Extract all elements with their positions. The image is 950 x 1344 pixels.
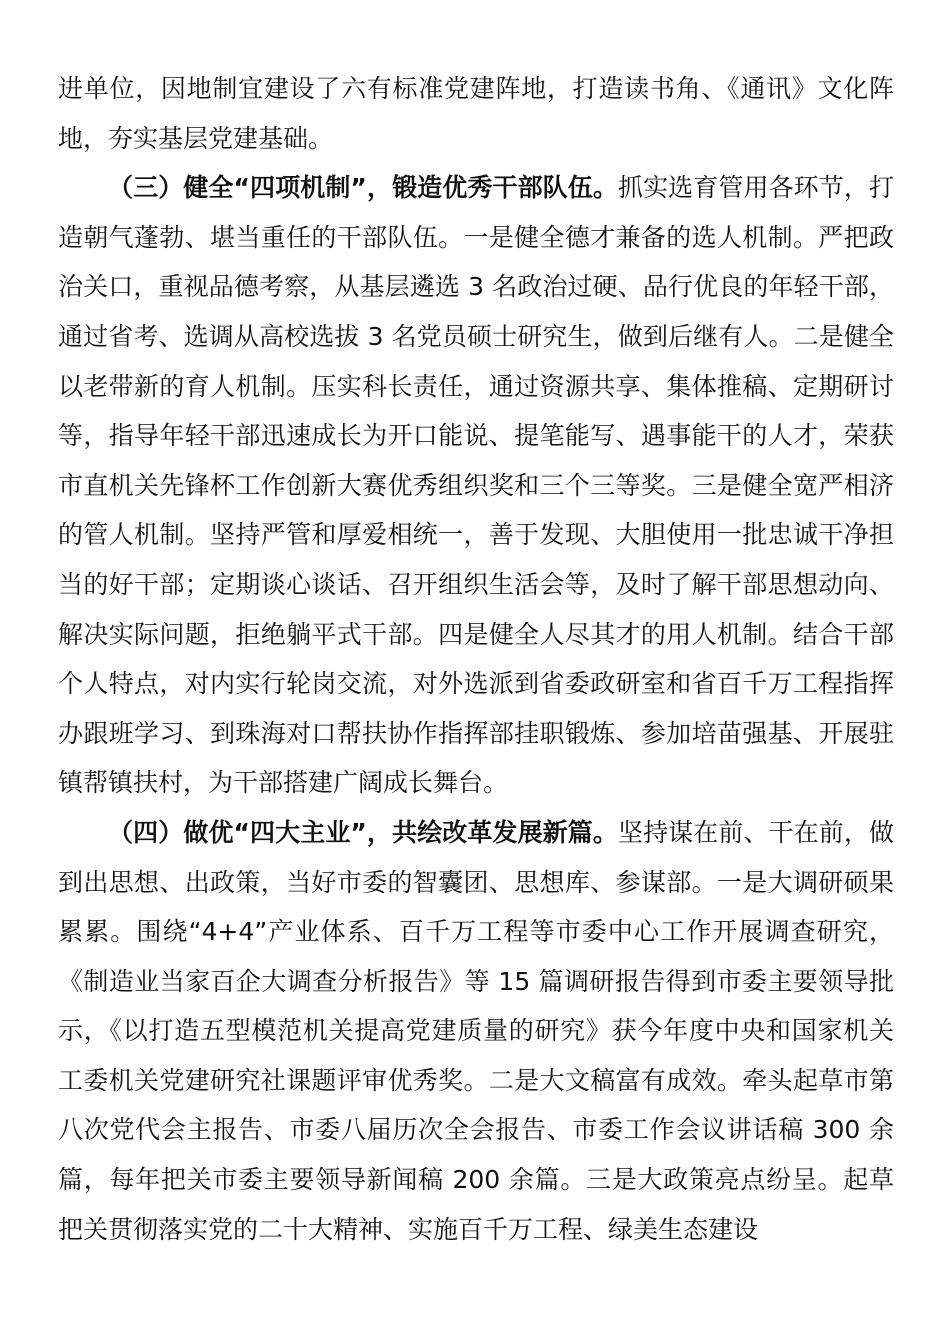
paragraph-section-3 [58,163,894,808]
paragraph-text: 进单位，因地制宜建设了六有标准党建阵地，打造读书角、《通讯》文化阵地，夯实基层党建基础。 [58,74,894,153]
section-3-heading: （三）健全“四项机制”，锻造优秀干部队伍。 [108,173,618,203]
section-4-text: 坚持谋在前、干在前，做到出思想、出政策，当好市委的智囊团、思想库、参谋部。一是大调研硕果累累。围绕“4+4”产业体系、百千万工程等市委中心工作开展调查研究，《制造业当家百企大调查分析报告》等 15 篇调研报告得到市委主要领导批示，《以打造五型模范机关提高党建质量的研究》获今年度中央和国家机关工委机关党建研究社课题评审优秀奖。二是大文稿富有成效。牵头起草市第八次党代会主报告、市委八届历次全会报告、市委工作会议讲话稿 300 余篇，每年把关市委主要领导新闻稿 200 余篇。三是大政策亮点纷呈。起草把关贯彻落实党的二十大精神、实施百千万工程、绿美生态建设 [58,817,894,1244]
paragraph-section-4 [58,808,894,1254]
document-body [58,64,894,1254]
section-4-heading: （四）做优“四大主业”，共绘改革发展新篇。 [108,817,618,847]
paragraph-continued [58,64,894,163]
section-3-text: 抓实选育管用各环节，打造朝气蓬勃、堪当重任的干部队伍。一是健全德才兼备的选人机制。严把政治关口，重视品德考察，从基层遴选 3 名政治过硬、品行优良的年轻干部，通过省考、选调从高校选拔 3 名党员硕士研究生，做到后继有人。二是健全以老带新的育人机制。压实科长责任，通过资源共享、集体推稿、定期研讨等，指导年轻干部迅速成长为开口能说、提笔能写、遇事能干的人才，荣获市直机关先锋杯工作创新大赛优秀组织奖和三个三等奖。三是健全宽严相济的管人机制。坚持严管和厚爱相统一，善于发现、大胆使用一批忠诚干净担当的好干部；定期谈心谈话、召开组织生活会等，及时了解干部思想动向、解决实际问题，拒绝躺平式干部。四是健全人尽其才的用人机制。结合干部个人特点，对内实行轮岗交流，对外选派到省委政研室和省百千万工程指挥办跟班学习、到珠海对口帮扶协作指挥部挂职锻炼、参加培苗强基、开展驻镇帮镇扶村，为干部搭建广阔成长舞台。 [58,173,894,798]
